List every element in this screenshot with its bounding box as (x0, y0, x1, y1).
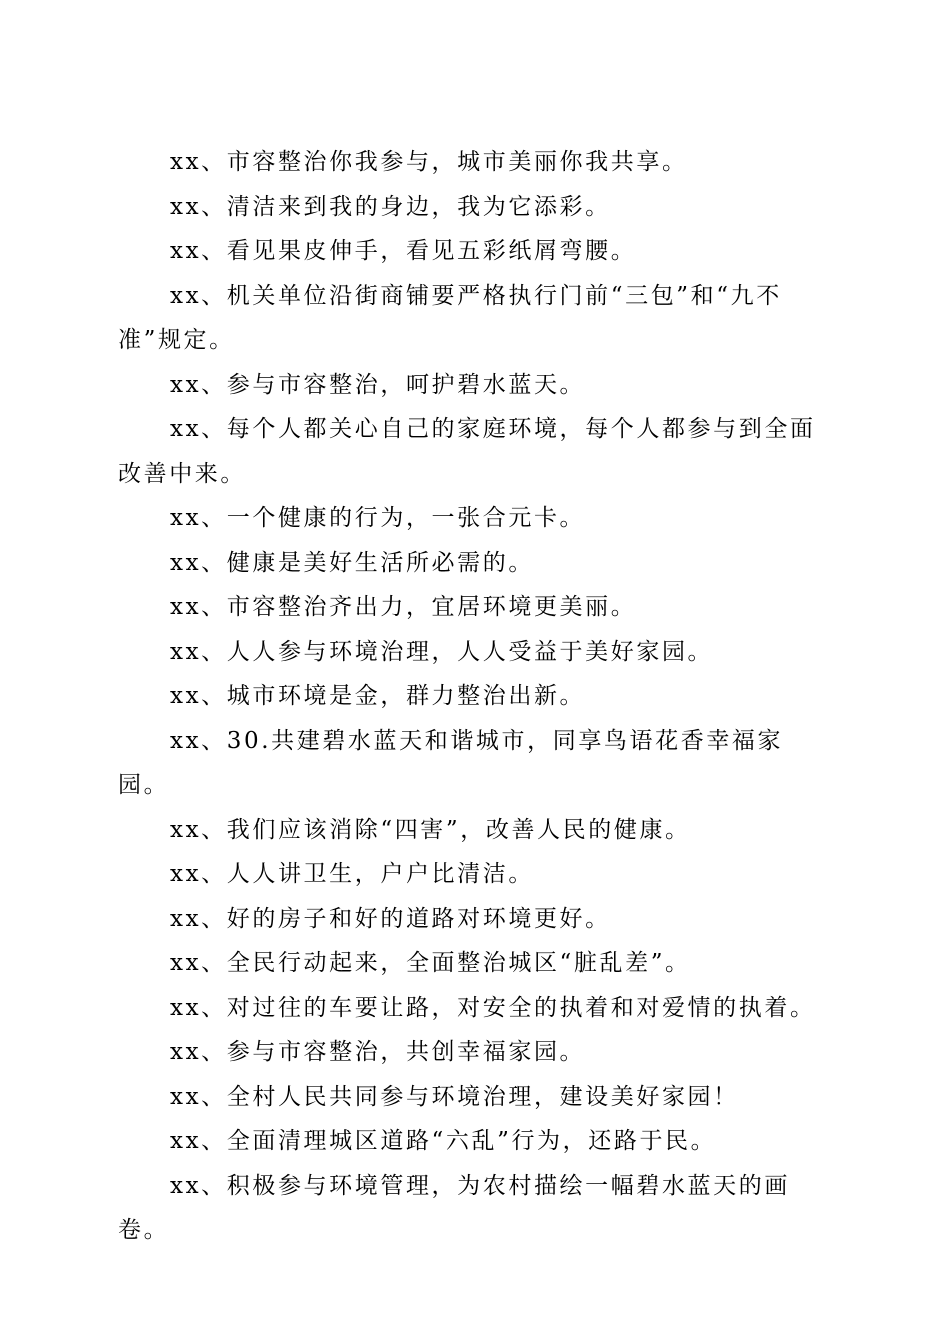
paragraph: xx、人人讲卫生，户户比清洁。 (170, 861, 534, 887)
paragraph: xx、我们应该消除“四害”，改善人民的健康。 (170, 816, 691, 843)
paragraph: xx、好的房子和好的道路对环境更好。 (170, 905, 611, 932)
paragraph: xx、全面清理城区道路“六乱”行为，还路于民。 (170, 1128, 717, 1154)
paragraph: xx、城市环境是金，群力整治出新。 (170, 683, 586, 709)
paragraph: xx、每个人都关心自己的家庭环境，每个人都参与到全面改善中来。 (118, 416, 816, 487)
paragraph: xx、一个健康的行为，一张合元卡。 (170, 505, 586, 531)
paragraph: xx、看见果皮伸手，看见五彩纸屑弯腰。 (170, 238, 637, 264)
paragraph: xx、清洁来到我的身边，我为它添彩。 (170, 193, 611, 220)
paragraph: xx、全村人民共同参与环境治理，建设美好家园！ (170, 1083, 739, 1110)
paragraph: xx、机关单位沿街商铺要严格执行门前“三包”和“九不准”规定。 (118, 282, 782, 353)
document-body (118, 140, 830, 1253)
paragraph: xx、积极参与环境管理，为农村描绘一幅碧水蓝天的画卷。 (118, 1172, 790, 1243)
paragraph: xx、市容整治你我参与，城市美丽你我共享。 (170, 149, 688, 175)
paragraph: xx、30.共建碧水蓝天和谐城市，同享鸟语花香幸福家园。 (118, 727, 784, 798)
paragraph: xx、人人参与环境治理，人人受益于美好家园。 (170, 638, 714, 665)
paragraph: xx、健康是美好生活所必需的。 (170, 549, 534, 576)
paragraph: xx、全民行动起来，全面整治城区“脏乱差”。 (170, 950, 691, 976)
paragraph: xx、市容整治齐出力，宜居环境更美丽。 (170, 594, 637, 620)
paragraph: xx、参与市容整治，共创幸福家园。 (170, 1039, 586, 1065)
paragraph: xx、参与市容整治，呵护碧水蓝天。 (170, 371, 586, 398)
paragraph: xx、对过往的车要让路，对安全的执着和对爱情的执着。 (170, 994, 816, 1021)
